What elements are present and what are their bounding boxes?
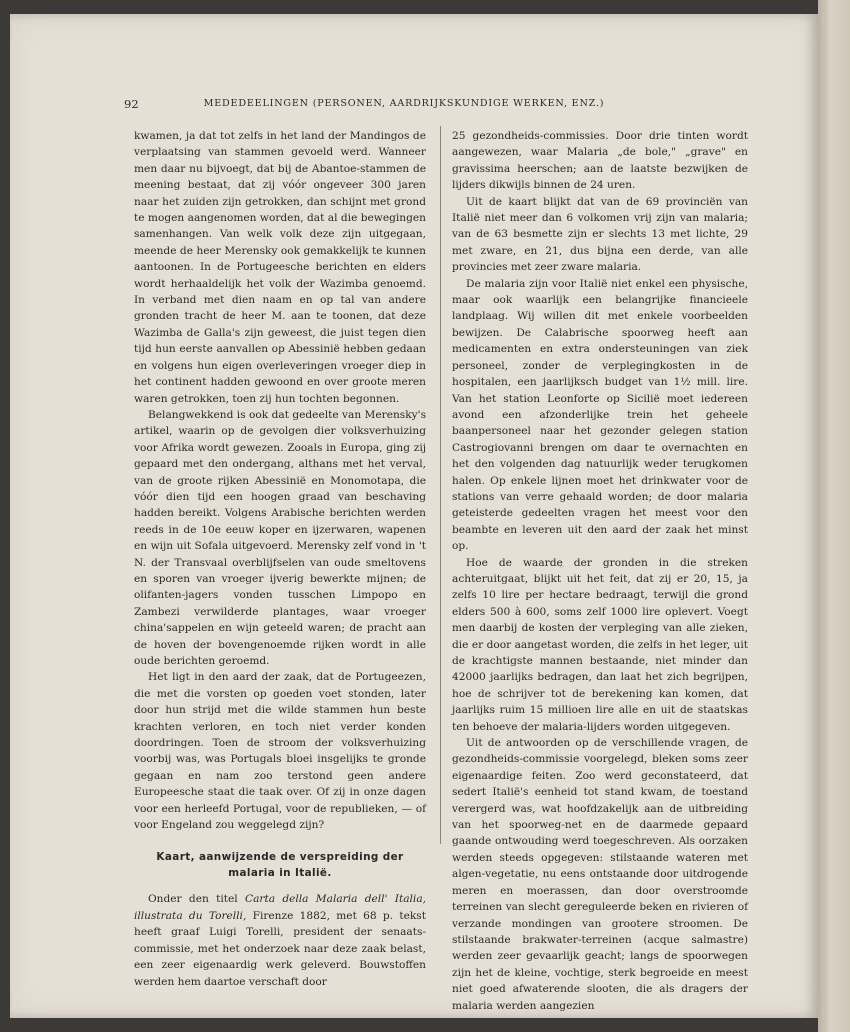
- right-column: [452, 128, 748, 1014]
- page-number: 92: [124, 97, 139, 111]
- paragraph: 25 gezondheids-commissies. Door drie tinten wordt aangewezen, waar Malaria „de bole," „grave" en gravissima heerschen; aan de laatste bezwijken de lijders dikwijls binnen de 24 uren.: [452, 130, 748, 192]
- paragraph-text: Onder den titel: [148, 893, 245, 906]
- paragraph: De malaria zijn voor Italië niet enkel een physische, maar ook waarlijk een belangrijke financieele landplaag. Wij willen dit met enkele voorbeelden bewijzen. De Calabrische spoorweg heeft aan medicamenten en extra ondersteuningen van ziek personeel, zonder de verplegingkosten in de hospitalen, een jaarlijksch budget van 1½ mill. lire. Van het station Leonforte op Sicilië moet iedereen avond een afzonderlijke trein het geheele baanpersoneel naar het gezonder gelegen station Castrogiovanni brengen om daar te overnachten en het den volgenden dag natuurlijk weder terugkomen halen. Op enkele lijnen moet het drinkwater voor de stations van verre gehaald worden; de door malaria geteisterde gedeelten vragen het meest voor den beambte en leveren uit den aard der zaak het minst op.: [452, 277, 748, 553]
- column-divider: [440, 126, 441, 844]
- paragraph: Hoe de waarde der gronden in die streken achteruitgaat, blijkt uit het feit, dat zij er 20, 15, ja zelfs 10 lire per hectare bedraagt, terwijl die grond elders 500 à 600, soms zelf 1000 lire oplevert. Voegt men daarbij de kosten der verpleging van alle zieken, die er door aangetast worden, die zelfs in het leger, uit de krachtigste mannen bestaande, niet minder dan 42000 jaarlijks bedragen, dan laat het zich begrijpen, hoe de schrijver tot de berekening kan komen, dat jaarlijks ruim 15 millioen lire alle en uit de staatskas ten behoeve der malaria-lijders worden uitgegeven.: [452, 556, 748, 733]
- left-column: [134, 128, 426, 990]
- running-head: MEDEDEELINGEN (PERSONEN, AARDRIJKSKUNDIGE WERKEN, ENZ.): [203, 98, 605, 109]
- section-heading: Kaart, aanwijzende de verspreiding der malaria in Italië.: [156, 851, 404, 880]
- paragraph: Uit de kaart blijkt dat van de 69 provinciën van Italië niet meer dan 6 volkomen vrij zijn van malaria; van de 63 besmette zijn er slechts 13 met lichte, 29 met zware, en 21, dus bijna een derde, van alle provincies met zeer zware malaria.: [452, 195, 748, 274]
- paragraph: Het ligt in den aard der zaak, dat de Portugeezen, die met die vorsten op goeden voet stonden, later door hun strijd met die wilde stammen hun beste krachten verloren, en toch niet verder konden doordringen. Toen de stroom der volksverhuizing voorbij was, was Portugals bloei insgelijks te gronde gegaan en nam zoo terstond geen andere Europeesche staat die taak over. Of zij in onze dagen voor een herleefd Portugal, voor de republieken, — of voor Engeland zou weggelegd zijn?: [134, 671, 426, 832]
- paragraph: [134, 891, 426, 989]
- page-header: [124, 97, 684, 115]
- book-title: Carta della Malaria dell' Italia, illustrata du Torelli,: [134, 893, 426, 922]
- adjacent-page-edge: [818, 0, 850, 1032]
- paragraph-text: Firenze 1882, met 68 p. tekst heeft graaf Luigi Torelli, president der senaats-commissie, met het onderzoek naar deze zaak belast, een zeer eigenaardig werk geleverd. Bouwstoffen werden hem daartoe verschaft door: [134, 909, 426, 988]
- paragraph: kwamen, ja dat tot zelfs in het land der Mandingos de verplaatsing van stammen gevoeld werd. Wanneer men daar nu bijvoegt, dat bij de Abantoe-stammen de meening bestaat, dat zij vóór ongeveer 300 jaren naar het zuiden zijn getrokken, dan schijnt met grond te mogen aangenomen worden, dat al die bewegingen samenhangen. Van welk volk deze zijn uitgegaan, meende de heer Merensky ook gemakkelijk te kunnen aantoonen. In de Portugeesche berichten en elders wordt herhaaldelijk het volk der Wazimba genoemd. In verband met dien naam en op tal van andere gronden tracht de heer M. aan te toonen, dat deze Wazimba de Galla's zijn geweest, die juist tegen dien tijd hun eerste aanvallen op Abessinië hebben gedaan en volgens hun eigen overleveringen vroeger diep in het continent hadden gewoond en over groote meren waren getrokken, toen zij hun tochten begonnen.: [134, 130, 426, 405]
- paragraph: Belangwekkend is ook dat gedeelte van Merensky's artikel, waarin op de gevolgen dier volksverhuizing voor Afrika wordt gewezen. Zooals in Europa, ging zij gepaard met den ondergang, althans met het verval, van de groote rijken Abessinië en Monomotapa, die vóór dien tijd een hoogen graad van beschaving hadden bereikt. Volgens Arabische berichten werden reeds in de 10e eeuw koper en ijzerwaren, wapenen en wijn uit Sofala uitgevoerd. Merensky zelf vond in 't N. der Transvaal overblijfselen van oude smeltovens en sporen van vroeger ijverig bewerkte mijnen; de olifanten-jagers vonden tusschen Limpopo en Zambezi verwilderde plantages, waar vroeger china'sappelen en wijn geteeld waren; de pracht aan de hoven der bovengenoemde rijken wordt in alle oude berichten geroemd.: [134, 408, 426, 667]
- paragraph: Uit de antwoorden op de verschillende vragen, de gezondheids-commissie voorgelegd, bleken soms zeer eigenaardige feiten. Zoo werd geconstateerd, dat sedert Italië's eenheid tot stand kwam, de toestand verergerd was, wat hoofdzakelijk aan de uitbreiding van het spoorweg-net en de daarmede gepaard gaande ontwouding werd toegeschreven. Als oorzaken werden steeds opgegeven: stilstaande wateren met algen-vegetatie, nu eens ontstaande door uitdrogende meren en moerassen, dan door overstroomde terreinen van slecht gereguleerde beken en rivieren of verzande mondingen van grootere stroomen. De stilstaande brakwater-terreinen (acque salmastre) werden zeer gevaarlijk geacht; langs de spoorwegen zijn het de kleine, vochtige, sterk begroeide en meest niet goed afwaterende slooten, die als dragers der malaria werden aangezien: [452, 737, 748, 1012]
